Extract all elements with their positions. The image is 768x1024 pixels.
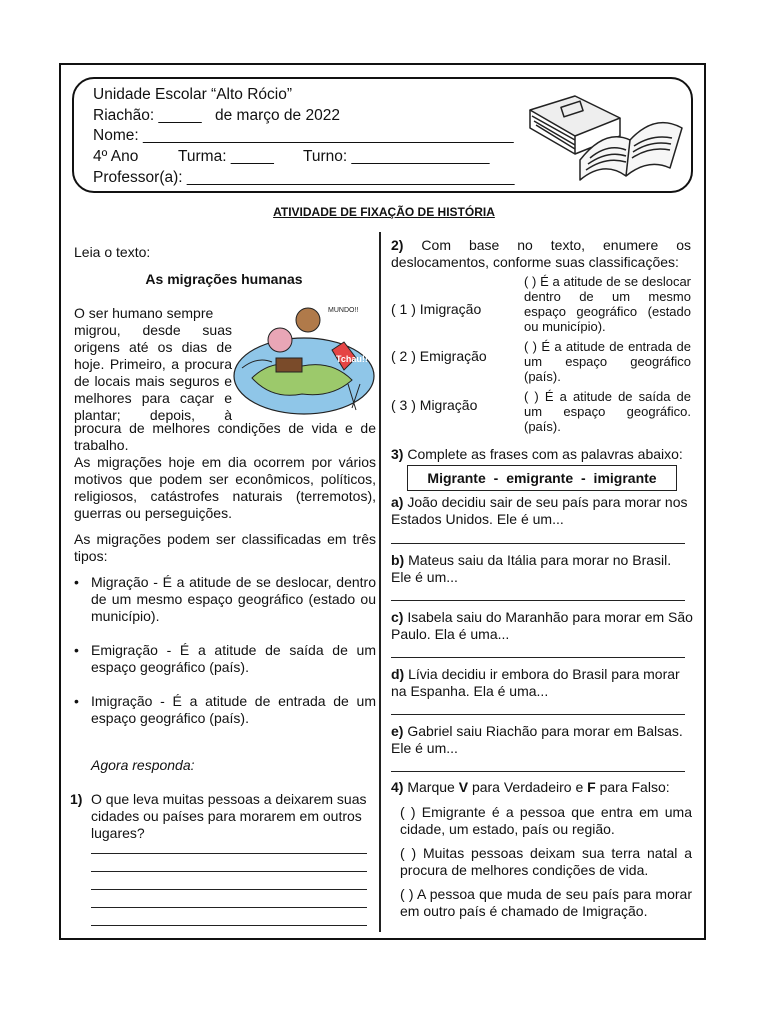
q3-answer-line-b[interactable] [391,600,685,601]
q4-item-2[interactable]: ( ) Muitas pessoas deixam sua terra natal a procura de melhores condições de vida. [400,845,692,878]
line: O ser humano sempre [74,305,214,321]
q3-heading: 3) Complete as frases com as palavras abaixo: [391,446,683,462]
q1-text: O que leva muitas pessoas a deixarem suas cidades ou países para morarem em outros lugares? [91,791,367,841]
q4-item-3[interactable]: ( ) A pessoa que muda de seu país para morar em outro país é chamado de Imigração. [400,886,692,919]
paragraph-2: As migrações hoje em dia ocorrem por vários motivos que podem ser econômicos, políticos, religiosos, catástrofes naturais (terremotos), guerras ou perseguições. [74,454,376,521]
intro-text: Leia o texto: [74,244,151,260]
bullet-list [74,574,376,727]
migration-illustration [232,298,376,416]
class-field[interactable]: Turma: _____ [178,148,274,165]
paragraph-1-lines [74,305,232,424]
q3-answer-line-e[interactable] [391,771,685,772]
bullet-icon: • [74,574,79,590]
q3-item-a: a) João decidiu sair de seu país para morar nos Estados Unidos. Ele é um... [391,494,688,527]
q3-item-b: b) Mateus saiu da Itália para morar no Brasil. Ele é um... [391,552,672,585]
q3-answer-line-d[interactable] [391,714,685,715]
line: de locais mais seguros e [74,373,232,389]
bullet-icon: • [74,642,79,658]
page-title: ATIVIDADE DE FIXAÇÃO DE HISTÓRIA [273,205,495,219]
q2-block: 2) Com base no texto, enumere os deslocamentos, conforme suas classificações: [391,237,691,270]
date-text: de março de 2022 [215,107,340,124]
line: hoje. Primeiro, a procura [74,356,232,372]
illustration-text-mundo: MUNDO!! [328,307,359,314]
line: origens até os dias de [74,339,232,355]
q2-option-2: ( 2 ) Emigração [391,348,487,364]
bullet-item: • Migração - É a atitude de se deslocar, dentro de um mesmo espaço geográfico (estado ou município). [74,574,376,624]
teacher-field[interactable]: Professor(a): ______________________________________ [93,169,515,186]
shift-field[interactable]: Turno: ________________ [303,148,490,165]
paragraph-3: As migrações podem ser classificadas em três tipos: [74,531,376,564]
prompt-text: Agora responda: [91,757,195,773]
q1-answer-line[interactable] [91,871,367,872]
q1-answer-line[interactable] [91,853,367,854]
grade-label: 4º Ano [93,148,139,165]
q3-answer-line-c[interactable] [391,657,685,658]
q2-option-3: ( 3 ) Migração [391,397,478,413]
q3-item-e: e) Gabriel saiu Riachão para morar em Balsas. Ele é um... [391,723,683,756]
q3-item-c: c) Isabela saiu do Maranhão para morar em São Paulo. Ela é uma... [391,609,693,642]
q1-answer-line[interactable] [91,889,367,890]
q3-word-bank: Migrante - emigrante - imigrante [407,465,677,491]
books-icon [520,88,685,188]
paragraph-1-tail: procura de melhores condições de vida e de trabalho. [74,420,376,453]
illustration-text-tchau: Tchau!! [336,354,368,364]
q3-item-d: d) Lívia decidiu ir embora do Brasil para morar na Espanha. Ela é uma... [391,666,680,699]
line: melhores para caçar e [74,390,232,406]
q1-answer-line[interactable] [91,925,367,926]
q2-option-1: ( 1 ) Imigração [391,301,482,317]
column-divider [379,232,381,932]
line: migrou, desde suas [74,322,232,338]
q1-number: 1) [70,791,83,807]
name-field[interactable]: Nome: ___________________________________________ [93,127,514,144]
q4-item-1[interactable]: ( ) Emigrante é a pessoa que entra em uma cidade, um estado, país ou região. [400,804,692,837]
school-name: Unidade Escolar “Alto Rócio” [93,86,293,103]
q2-definition-2[interactable]: ( ) É a atitude de entrada de um espaço geográfico (país). [524,339,691,384]
q3-answer-line-a[interactable] [391,543,685,544]
bullet-item: • Imigração - É a atitude de entrada de um espaço geográfico (país). [74,693,376,726]
q1-answer-line[interactable] [91,907,367,908]
q2-definition-3[interactable]: ( ) É a atitude de saída de um espaço geográfico. (país). [524,389,691,434]
text-title: As migrações humanas [145,271,303,287]
q2-definition-1[interactable]: ( ) É a atitude de se deslocar dentro de um mesmo espaço geográfico (estado ou município). [524,274,691,334]
bullet-icon: • [74,693,79,709]
q4-heading: 4) Marque V para Verdadeiro e F para Falso: [391,779,670,795]
bullet-item: • Emigração - É a atitude de saída de um espaço geográfico (país). [74,642,376,675]
city-field[interactable]: Riachão: _____ [93,107,202,124]
line: plantar; depois, à [74,407,232,423]
